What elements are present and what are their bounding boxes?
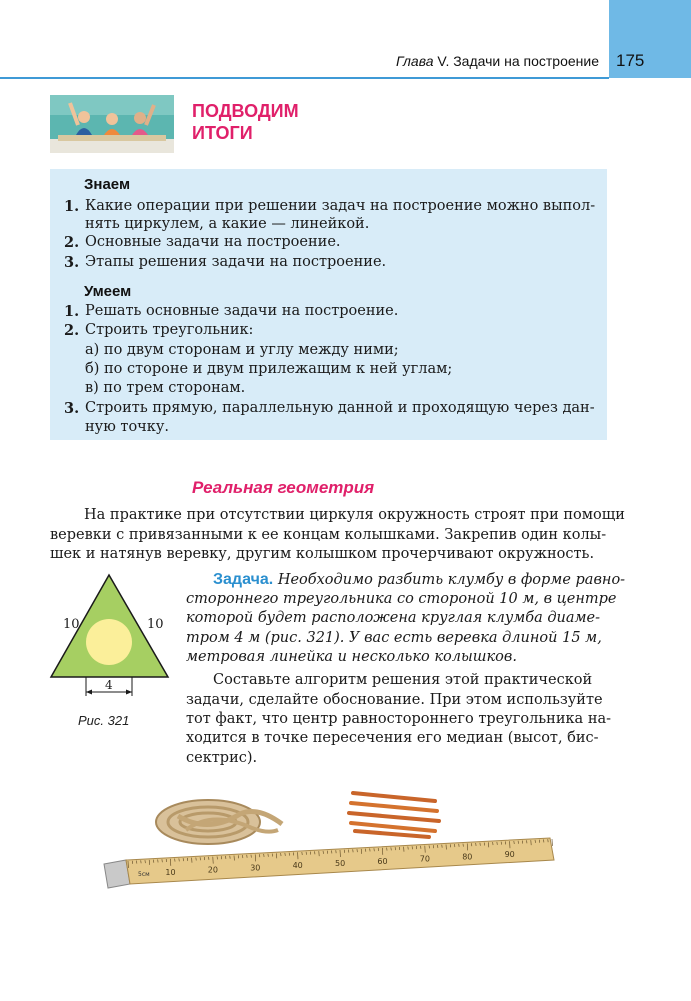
page-number: 175 [616, 51, 645, 70]
can-line-1: Решать основные задачи на построение. [85, 303, 399, 319]
can-line-2a: а) по двум сторонам и углу между ними; [85, 342, 399, 358]
task-line-5: метровая линейка и несколько колышков. [186, 649, 517, 665]
algo-line-5: сектрис). [186, 750, 258, 766]
diameter-label: 4 [105, 678, 113, 692]
task-line-4: тром 4 м (рис. 321). У вас есть веревка длиной 15 м, [186, 630, 602, 646]
can-line-2b: б) по стороне и двум прилежащим к ней углам; [85, 361, 453, 377]
algo-line-3: тот факт, что центр равностороннего треугольника на- [186, 711, 612, 727]
can-line-3: Строить прямую, параллельную данной и проходящую через дан- [85, 400, 595, 416]
know-num-2: 2. [64, 234, 80, 251]
task-line-1 [213, 571, 625, 589]
ruler-tick-label: 10 [165, 867, 176, 877]
header-rule [0, 77, 609, 79]
can-num-2: 2. [64, 322, 80, 339]
task-text-1: Необходимо разбить клумбу в форме равно- [273, 572, 626, 588]
ruler-tick-label: 40 [292, 861, 303, 871]
ruler-illustration [100, 830, 560, 890]
chapter-prefix: Глава [396, 53, 434, 69]
know-line-1: Какие операции при решении задач на построение можно выпол- [85, 198, 596, 214]
chapter-header [396, 53, 599, 69]
intro-line-2: веревки с привязанными к ее концам колышками. Закрепив один колы- [50, 527, 607, 543]
know-num-1: 1. [64, 198, 80, 215]
summary-title [192, 100, 352, 144]
algo-line-1: Составьте алгоритм решения этой практической [213, 672, 593, 688]
ruler-tick-label: 70 [419, 854, 430, 864]
algo-line-4: ходится в точке пересечения его медиан (высот, бис- [186, 730, 599, 746]
ruler-end-cap [104, 860, 130, 888]
task-line-2: стороннего треугольника со стороной 10 м, в центре [186, 591, 617, 607]
intro-line-1: На практике при отсутствии циркуля окружность строят при помощи [84, 507, 625, 523]
can-line-3b: ную точку. [85, 419, 169, 435]
know-line-1b: нять циркулем, а какие — линейкой. [85, 216, 370, 232]
ruler-tick-label: 30 [250, 863, 261, 873]
ruler-tick-label: 90 [504, 850, 515, 860]
task-label: Задача. [213, 571, 274, 588]
chapter-title: V. Задачи на построение [433, 53, 599, 69]
triangle-figure [45, 570, 180, 705]
figure-caption: Рис. 321 [78, 713, 130, 728]
summary-title-line1: ПОДВОДИМ [192, 101, 299, 121]
algo-line-2: задачи, сделайте обоснование. При этом используйте [186, 692, 603, 708]
task-line-3: которой будет расположена круглая клумба диаме- [186, 610, 601, 626]
dim-arrow-right [126, 690, 132, 695]
can-line-2c: в) по трем сторонам. [85, 380, 246, 396]
intro-line-3: шек и натянув веревку, другим колышком прочерчивают окружность. [50, 546, 595, 562]
ruler-tick-label: 50 [335, 859, 346, 868]
can-heading: Умеем [84, 283, 132, 300]
know-line-3: Этапы решения задачи на построение. [85, 254, 387, 270]
ruler-tick-label: 80 [462, 852, 473, 862]
summary-title-line2: ИТОГИ [192, 123, 253, 143]
can-line-2: Строить треугольник: [85, 322, 254, 338]
know-line-2: Основные задачи на построение. [85, 234, 341, 250]
ruler-tick-label: 60 [377, 856, 388, 866]
circle-bed [86, 619, 132, 665]
can-num-1: 1. [64, 303, 80, 320]
real-geometry-title: Реальная геометрия [192, 478, 375, 497]
side-label-left: 10 [63, 617, 80, 632]
ruler-tick-label: 20 [207, 865, 218, 875]
can-num-3: 3. [64, 400, 80, 417]
know-heading: Знаем [84, 176, 131, 193]
side-label-right: 10 [147, 617, 164, 632]
know-num-3: 3. [64, 254, 80, 271]
ruler-unit-label: 5см [138, 871, 150, 878]
dim-arrow-left [86, 690, 92, 695]
students-illustration [50, 95, 174, 153]
